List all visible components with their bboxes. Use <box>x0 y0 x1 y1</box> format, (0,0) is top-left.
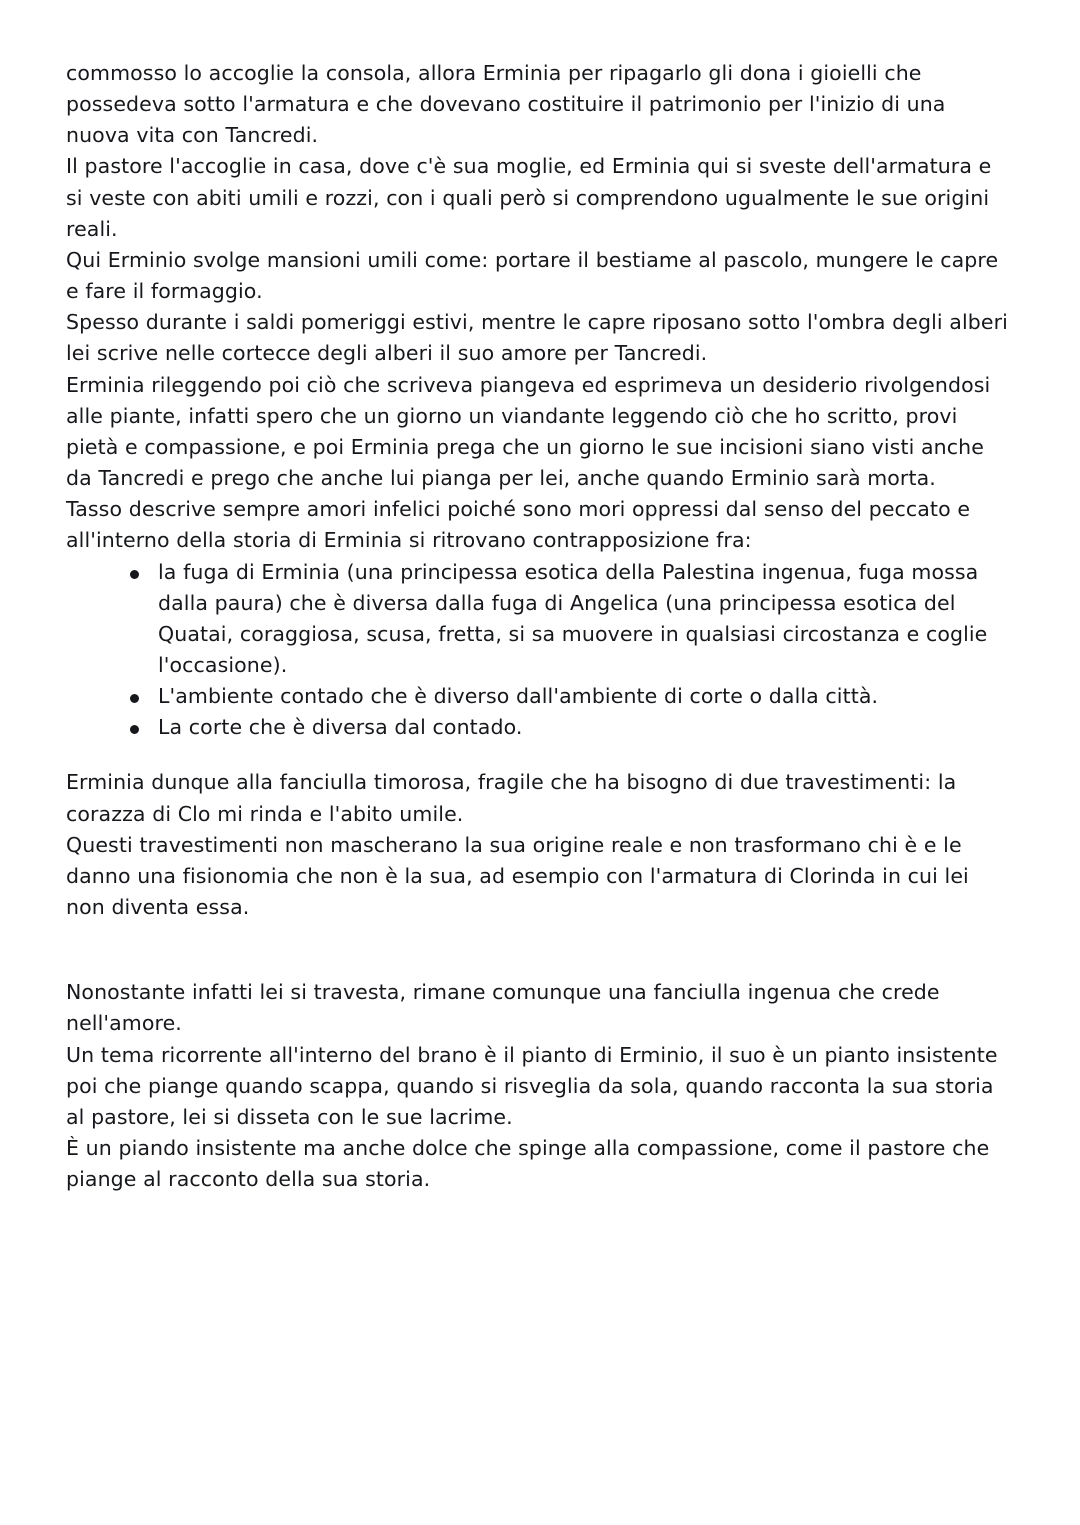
list-item: L'ambiente contado che è diverso dall'ambiente di corte o dalla città. <box>126 681 1014 712</box>
paragraph-6: Tasso descrive sempre amori infelici poiché sono mori oppressi dal senso del peccato e all'interno della storia di Erminia si ritrovano contrapposizione fra: <box>66 497 971 553</box>
paragraph-4: Spesso durante i saldi pomeriggi estivi, mentre le capre riposano sotto l'ombra degli alberi lei scrive nelle cortecce degli alberi il suo amore per Tancredi. <box>66 310 1008 366</box>
paragraph-8: Questi travestimenti non mascherano la sua origine reale e non trasformano chi è e le danno una fisionomia che non è la sua, ad esempio con l'armatura di Clorinda in cui lei non diventa essa. <box>66 832 969 920</box>
paragraph-3: Qui Erminio svolge mansioni umili come: portare il bestiame al pascolo, mungere le capre e fare il formaggio. <box>66 247 999 304</box>
paragraph-7: Erminia dunque alla fanciulla timorosa, fragile che ha bisogno di due travestimenti: la corazza di Clo mi rinda e l'abito umile. <box>66 770 957 826</box>
paragraph-1: commosso lo accoglie la consola, allora Erminia per ripagarlo gli dona i gioielli che possedeva sotto l'armatura e che dovevano costituire il patrimonio per l'inizio di una nuova vita con Tancredi. <box>66 61 946 148</box>
paragraph-11: È un piando insistente ma anche dolce che spinge alla compassione, come il pastore che piange al racconto della sua storia. <box>66 1136 990 1192</box>
paragraph-5: Erminia rileggendo poi ciò che scriveva piangeva ed esprimeva un desiderio rivolgendosi alle piante, infatti spero che un giorno un viandante leggendo ciò che ho scritto, provi pietà e compassione, e poi Erminia prega che un giorno le sue incisioni siano visti anche da Tancredi e prego che anche lui pianga per lei, anche quando Erminio sarà morta. <box>66 372 991 491</box>
bullet-list <box>66 557 1014 744</box>
paragraph-10: Un tema ricorrente all'interno del brano è il pianto di Erminio, il suo è un pianto insistente poi che piange quando scappa, quando si risveglia da sola, quando racconta la sua storia al pastore, lei si disseta con le sue lacrime. <box>66 1042 998 1129</box>
spacer-middle <box>66 923 1014 977</box>
document-body <box>66 58 1014 1195</box>
spacer-after-list <box>66 743 1014 767</box>
paragraph-2: Il pastore l'accoglie in casa, dove c'è sua moglie, ed Erminia qui si sveste dell'armatura e si veste con abiti umili e rozzi, con i quali però si comprendono ugualmente le sue origini reali. <box>66 154 992 241</box>
list-item: La corte che è diversa dal contado. <box>126 712 1014 743</box>
list-item: la fuga di Erminia (una principessa esotica della Palestina ingenua, fuga mossa dalla paura) che è diversa dalla fuga di Angelica (una principessa esotica del Quatai, coraggiosa, scusa, fretta, si sa muovere in qualsiasi circostanza e coglie l'occasione). <box>126 557 1014 682</box>
paragraph-9: Nonostante infatti lei si travesta, rimane comunque una fanciulla ingenua che crede nell'amore. <box>66 980 940 1036</box>
